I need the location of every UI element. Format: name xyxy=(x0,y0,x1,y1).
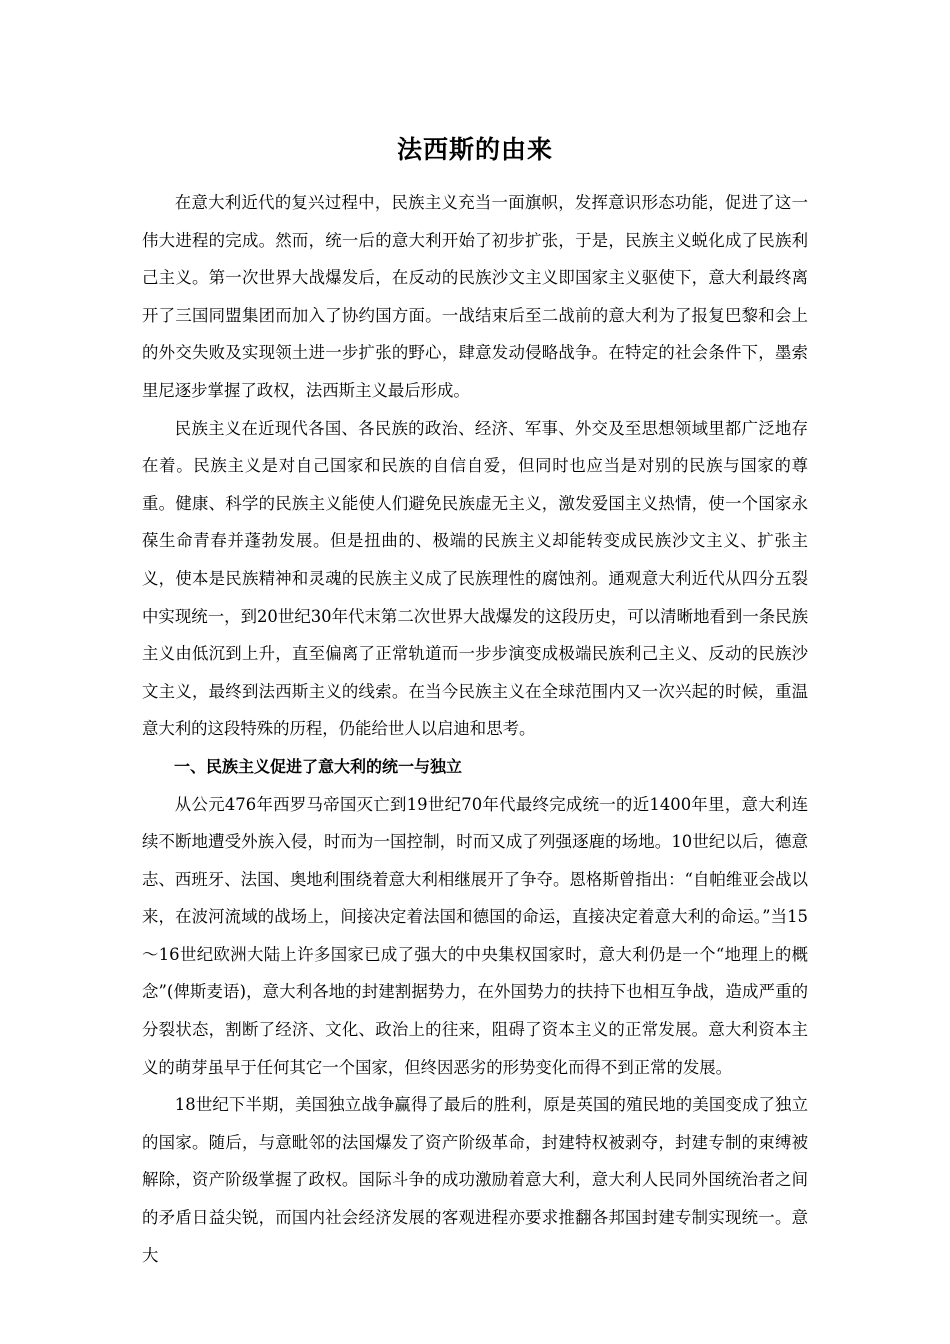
section-paragraph: 18世纪下半期，美国独立战争赢得了最后的胜利，原是英国的殖民地的美国变成了独立的国家。随后，与意毗邻的法国爆发了资产阶级革命，封建特权被剥夺，封建专制的束缚被解除，资产阶级掌握了政权。国际斗争的成功激励着意大利，意大利人民同外国统治者之间的矛盾日益尖锐，而国内社会经济发展的客观进程亦要求推翻各邦国封建专制实现统一。意大 xyxy=(142,1095,808,1265)
section-paragraph: 从公元476年西罗马帝国灭亡到19世纪70年代最终完成统一的近1400年里，意大利连续不断地遭受外族入侵，时而为一国控制，时而又成了列强逐鹿的场地。10世纪以后，德意志、西班牙、法国、奥地利围绕着意大利相继展开了争夺。恩格斯曾指出：“自帕维亚会战以来，在波河流域的战场上，间接决定着法国和德国的命运，直接决定着意大利的命运。”当15～16世纪欧洲大陆上许多国家已成了强大的中央集权国家时，意大利仍是一个“地理上的概念”(俾斯麦语)，意大利各地的封建割据势力，在外国势力的扶持下也相互争战，造成严重的分裂状态，割断了经济、文化、政治上的往来，阻碍了资本主义的正常发展。意大利资本主义的萌芽虽早于任何其它一个国家，但终因恶劣的形势变化而得不到正常的发展。 xyxy=(142,794,808,1077)
body-paragraph: 民族主义在近现代各国、各民族的政治、经济、军事、外交及至思想领域里都广泛地存在着。民族主义是对自己国家和民族的自信自爱，但同时也应当是对别的民族与国家的尊重。健康、科学的民族主义能使人们避免民族虚无主义，激发爱国主义热情，使一个国家永葆生命青春并蓬勃发展。但是扭曲的、极端的民族主义却能转变成民族沙文主义、扩张主义，使本是民族精神和灵魂的民族主义成了民族理性的腐蚀剂。通观意大利近代从四分五裂中实现统一，到20世纪30年代末第二次世界大战爆发的这段历史，可以清晰地看到一条民族主义由低沉到上升，直至偏离了正常轨道而一步步演变成极端民族利己主义、反动的民族沙文主义，最终到法西斯主义的线索。在当今民族主义在全球范围内又一次兴起的时候，重温意大利的这段特殊的历程，仍能给世人以启迪和思考。 xyxy=(142,418,808,739)
document-title: 法西斯的由来 xyxy=(396,135,553,164)
section-heading: 一、民族主义促进了意大利的统一与独立 xyxy=(174,756,463,776)
document-page xyxy=(142,128,808,1274)
body-paragraph: 在意大利近代的复兴过程中，民族主义充当一面旗帜，发挥意识形态功能，促进了这一伟大进程的完成。然而，统一后的意大利开始了初步扩张，于是，民族主义蜕化成了民族利己主义。第一次世界大战爆发后，在反动的民族沙文主义即国家主义驱使下，意大利最终离开了三国同盟集团而加入了协约国方面。一战结束后至二战前的意大利为了报复巴黎和会上的外交失败及实现领土进一步扩张的野心，肆意发动侵略战争。在特定的社会条件下，墨索里尼逐步掌握了政权，法西斯主义最后形成。 xyxy=(142,193,808,400)
